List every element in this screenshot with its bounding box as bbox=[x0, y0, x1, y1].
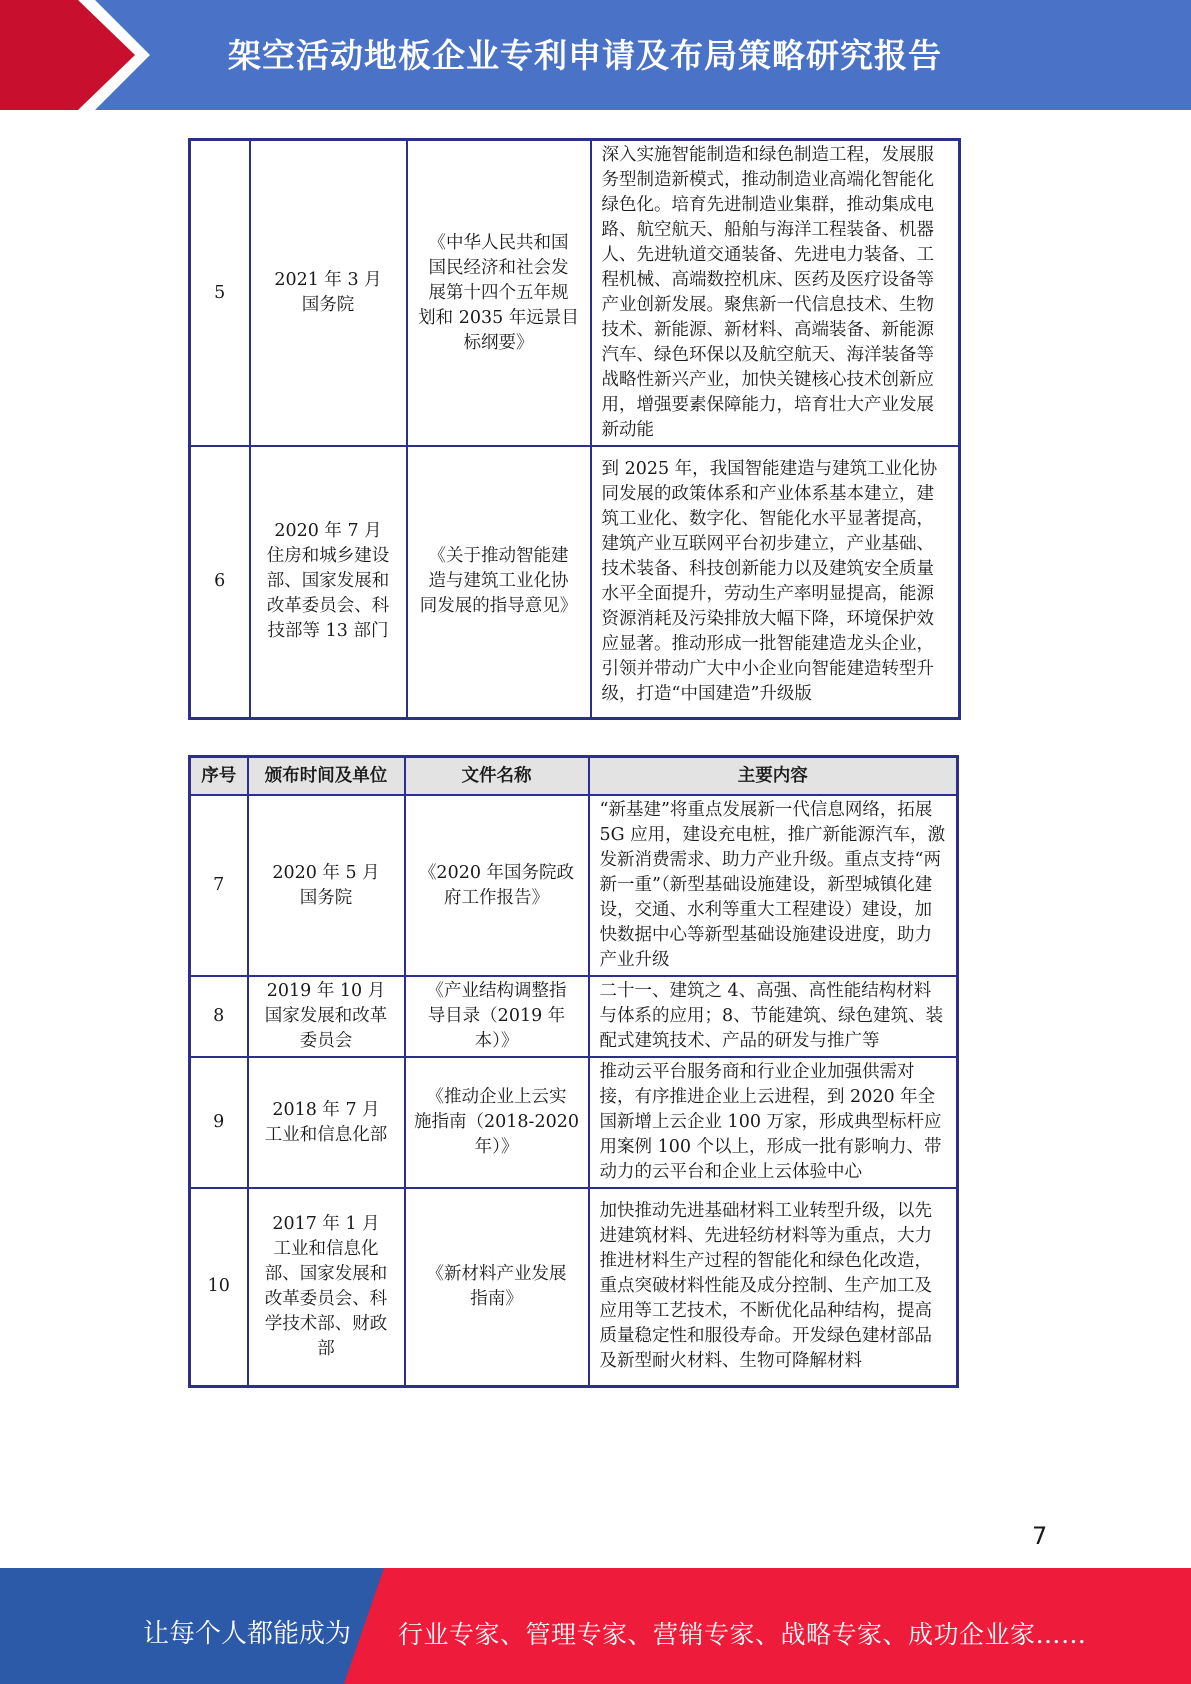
header-number: 序号 bbox=[190, 757, 248, 796]
row-number: 9 bbox=[190, 1057, 248, 1188]
header-main-content: 主要内容 bbox=[589, 757, 958, 796]
document-name: 《产业结构调整指 导目录（2019 年本）》 bbox=[405, 976, 589, 1057]
table-row bbox=[190, 140, 960, 447]
main-content: 深入实施智能制造和绿色制造工程，发展服务型制造新模式，推动制造业高端化智能化绿色化。培育先进制造业集群，推动集成电路、航空航天、船舶与海洋工程装备、机器人、先进轨道交通装备、先进电力装备、工程机械、高端数控机床、医药及医疗设备等产业创新发展。聚焦新一代信息技术、生物技术、新能源、新材料、高端装备、新能源汽车、绿色环保以及航空航天、海洋装备等战略性新兴产业，加快关键核心技术创新应用，增强要素保障能力，培育壮大产业发展新动能 bbox=[591, 140, 960, 447]
issue-date-and-agency: 2020 年 5 月 国务院 bbox=[248, 795, 405, 976]
header-banner bbox=[0, 0, 1191, 110]
document-name: 《新材料产业发展 指南》 bbox=[405, 1188, 589, 1386]
issue-date-and-agency: 2017 年 1 月 工业和信息化 部、国家发展和 改革委员会、科 学技术部、财政 部 bbox=[248, 1188, 405, 1386]
issue-date-and-agency: 2018 年 7 月 工业和信息化部 bbox=[248, 1057, 405, 1188]
main-content: 加快推动先进基础材料工业转型升级，以先进建筑材料、先进轻纺材料等为重点，大力推进材料生产过程的智能化和绿色化改造，重点突破材料性能及成分控制、生产加工及应用等工艺技术，不断优化品种结构，提高质量稳定性和服役寿命。开发绿色建材部品及新型耐火材料、生物可降解材料 bbox=[589, 1188, 958, 1386]
row-number: 8 bbox=[190, 976, 248, 1057]
header-red-chevron bbox=[0, 0, 135, 110]
footer-banner bbox=[0, 1568, 1191, 1684]
report-title: 架空活动地板企业专利申请及布局策略研究报告 bbox=[228, 36, 942, 75]
main-content: 到 2025 年，我国智能建造与建筑工业化协同发展的政策体系和产业体系基本建立，建筑工业化、数字化、智能化水平显著提高，建筑产业互联网平台初步建立，产业基础、技术装备、科技创新能力以及建筑安全质量水平全面提升，劳动生产率明显提高，能源资源消耗及污染排放大幅下降，环境保护效应显著。推动形成一批智能建造龙头企业，引领并带动广大中小企业向智能建造转型升级，打造“中国建造”升级版 bbox=[591, 446, 960, 718]
policy-table-continued bbox=[188, 138, 961, 720]
issue-date-and-agency: 2019 年 10 月 国家发展和改革 委员会 bbox=[248, 976, 405, 1057]
header-date-agency: 颁布时间及单位 bbox=[248, 757, 405, 796]
row-number: 7 bbox=[190, 795, 248, 976]
main-content: 二十一、建筑之 4、高强、高性能结构材料与体系的应用；8、节能建筑、绿色建筑、装配式建筑技术、产品的研发与推广等 bbox=[589, 976, 958, 1057]
row-number: 6 bbox=[190, 446, 250, 718]
table-row bbox=[190, 446, 960, 718]
row-number: 5 bbox=[190, 140, 250, 447]
document-name: 《推动企业上云实 施指南（2018-2020 年）》 bbox=[405, 1057, 589, 1188]
header-document-name: 文件名称 bbox=[405, 757, 589, 796]
main-content: 推动云平台服务商和行业企业加强供需对接，有序推进企业上云进程，到 2020 年全国新增上云企业 100 万家，形成典型标杆应用案例 100 个以上，形成一批有影响力、带动力的云平台和企业上云体验中心 bbox=[589, 1057, 958, 1188]
issue-date-and-agency: 2020 年 7 月 住房和城乡建设 部、国家发展和 改革委员会、科 技部等 13 部门 bbox=[250, 446, 407, 718]
table-row bbox=[190, 976, 958, 1057]
main-content: “新基建”将重点发展新一代信息网络，拓展 5G 应用，建设充电桩，推广新能源汽车，激发新消费需求、助力产业升级。重点支持“两新一重”（新型基础设施建设，新型城镇化建设，交通、水利等重大工程建设）建设，加快数据中心等新型基础设施建设进度，助力产业升级 bbox=[589, 795, 958, 976]
issue-date-and-agency: 2021 年 3 月 国务院 bbox=[250, 140, 407, 447]
table-row bbox=[190, 1057, 958, 1188]
table-row bbox=[190, 795, 958, 976]
policy-table bbox=[188, 755, 959, 1388]
page-number: 7 bbox=[1032, 1522, 1048, 1550]
document-name: 《中华人民共和国 国民经济和社会发 展第十四个五年规 划和 2035 年远景目 标纲要》 bbox=[407, 140, 591, 447]
footer-slogan-right: 行业专家、管理专家、营销专家、战略专家、成功企业家…… bbox=[398, 1620, 1087, 1649]
footer-slogan-left: 让每个人都能成为 bbox=[143, 1619, 352, 1649]
table-row bbox=[190, 1188, 958, 1386]
document-name: 《2020 年国务院政 府工作报告》 bbox=[405, 795, 589, 976]
row-number: 10 bbox=[190, 1188, 248, 1386]
document-name: 《关于推动智能建 造与建筑工业化协 同发展的指导意见》 bbox=[407, 446, 591, 718]
table-header-row bbox=[190, 757, 958, 796]
